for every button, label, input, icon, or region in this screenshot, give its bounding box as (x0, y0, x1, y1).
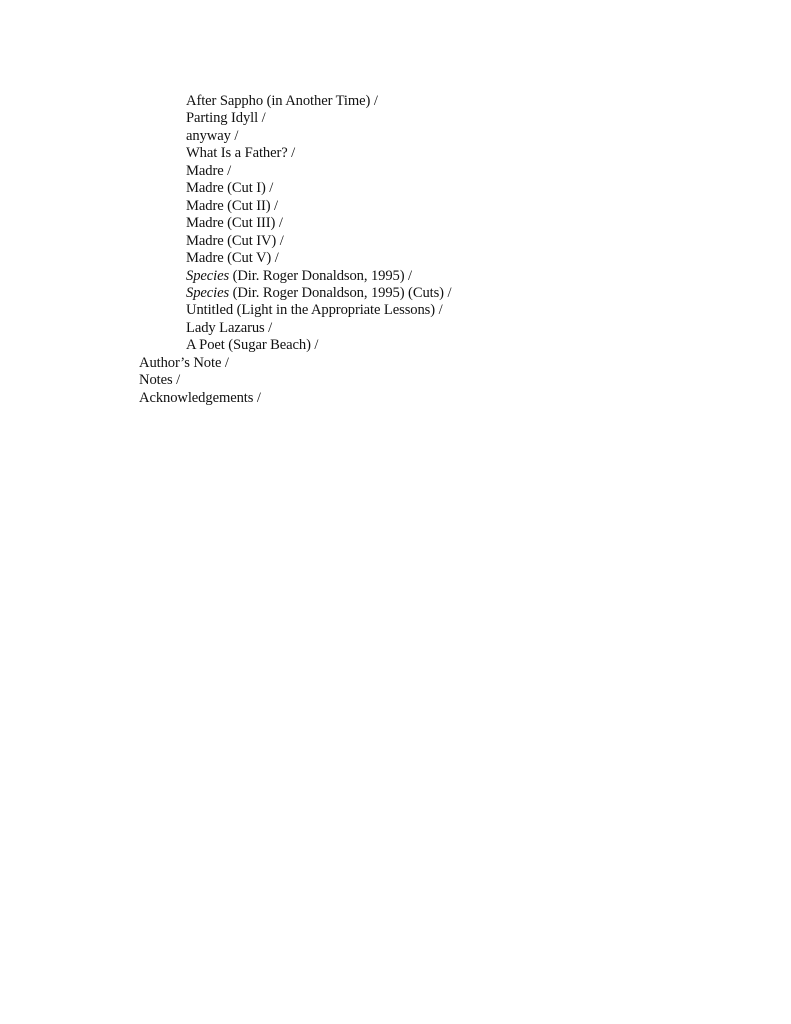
toc-entry-title: Untitled (Light in the Appropriate Lessons) / (186, 302, 443, 319)
toc-entry (139, 268, 451, 285)
toc-entry-title: Parting Idyll / (186, 110, 266, 127)
toc-entry-title: A Poet (Sugar Beach) / (186, 337, 319, 354)
toc-entry (139, 355, 451, 372)
toc-entry-title: anyway / (186, 127, 239, 144)
toc-entry (139, 337, 451, 354)
toc-entry-title-italic: Species (186, 267, 230, 284)
toc-entry-title-italic: Species (186, 284, 230, 301)
toc-entry (139, 93, 451, 110)
toc-entry (139, 198, 451, 215)
toc-entry-title: What Is a Father? / (186, 145, 296, 162)
toc-entry (139, 180, 451, 197)
toc-entry (139, 128, 451, 145)
toc-entry (139, 285, 451, 302)
toc-entry (139, 163, 451, 180)
toc-entry-title: Author’s Note / (139, 354, 229, 371)
toc-entry-title: Acknowledgements / (139, 389, 261, 406)
toc-entry-title: After Sappho (in Another Time) / (186, 93, 378, 109)
toc-entry (139, 233, 451, 250)
toc-entry-title: Madre (Cut III) / (186, 215, 283, 232)
toc-entry-title-rest: (Dir. Roger Donaldson, 1995) (Cuts) / (229, 284, 452, 301)
toc-entry (139, 215, 451, 232)
toc-entry (139, 250, 451, 267)
toc-entry-title: Notes / (139, 372, 181, 389)
toc-entry-title: Madre / (186, 162, 232, 179)
toc-entry (139, 110, 451, 127)
toc-entry-title: Madre (Cut IV) / (186, 232, 284, 249)
toc-entry (139, 302, 451, 319)
toc-entry-title: Lady Lazarus / (186, 319, 273, 336)
toc-entry (139, 372, 451, 389)
toc-entry (139, 390, 451, 407)
toc-entry-title: Madre (Cut I) / (186, 180, 274, 197)
table-of-contents (139, 93, 451, 407)
toc-entry (139, 320, 451, 337)
toc-entry (139, 145, 451, 162)
toc-entry-title-rest: (Dir. Roger Donaldson, 1995) / (229, 267, 413, 284)
toc-entry-title: Madre (Cut II) / (186, 197, 279, 214)
toc-entry-title: Madre (Cut V) / (186, 250, 279, 267)
